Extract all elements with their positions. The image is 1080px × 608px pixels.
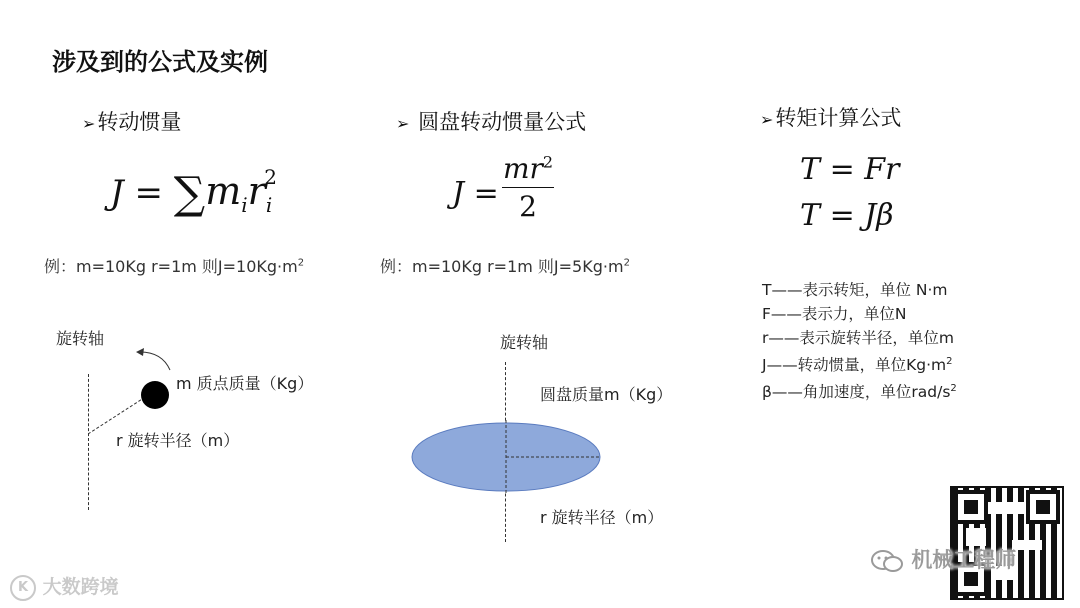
definition-item: r——表示旋转半径，单位m xyxy=(762,329,954,347)
heading-moment-of-inertia xyxy=(82,106,181,136)
heading-text: 转矩计算公式 xyxy=(775,106,902,130)
page-title: 涉及到的公式及实例 xyxy=(52,48,268,76)
definition-item: T——表示转矩，单位 N·m xyxy=(762,281,948,299)
formula-lhs: T xyxy=(800,152,821,187)
formula-torque-2 xyxy=(800,198,894,233)
diagram2-radius-label: r 旋转半径（m） xyxy=(540,508,664,527)
example-sup: 2 xyxy=(623,257,630,269)
example-text: 例：m=10Kg r=1m 则J=10Kg·m xyxy=(44,257,298,276)
formula-torque-1 xyxy=(800,152,899,187)
bullet-arrow-icon: ➢ xyxy=(760,110,774,129)
heading-text: 转动惯量 xyxy=(97,110,182,134)
formula-equals: = xyxy=(829,198,855,233)
heading-disk-inertia xyxy=(396,106,586,136)
formula-rhs: Jβ xyxy=(864,198,894,233)
wechat-watermark xyxy=(870,544,1016,574)
point-mass xyxy=(141,381,169,409)
sum-symbol: ∑ xyxy=(173,168,206,219)
formula-equals: = xyxy=(829,152,855,187)
definition-item: β——角加速度，单位rad/$s^2$ xyxy=(762,383,957,402)
formula-numerator: mr xyxy=(502,152,543,185)
disk-graphic xyxy=(410,420,604,494)
heading-text: 圆盘转动惯量公式 xyxy=(418,110,587,134)
diagram1-radius-label: r 旋转半径（m） xyxy=(116,431,240,450)
formula-m-sub: i xyxy=(241,192,248,217)
formula-disk-fraction xyxy=(502,152,554,223)
diagram2-axis-label: 旋转轴 xyxy=(500,333,549,352)
formula-rhs: Fr xyxy=(864,152,900,187)
rotation-arrowhead xyxy=(136,348,144,356)
formula-m: m xyxy=(205,169,242,213)
example-text: 例：m=10Kg r=1m 则J=5Kg·m xyxy=(380,257,624,276)
formula-equals: = xyxy=(134,173,163,213)
watermark-logo-icon: K xyxy=(10,575,36,601)
watermark-text: 大数跨境 xyxy=(42,576,119,598)
heading-torque xyxy=(760,102,901,132)
diagram1-mass-label: m 质点质量（Kg） xyxy=(176,374,314,393)
formula-lhs: J xyxy=(110,173,124,213)
definition-item: J——转动惯量，单位$Kg\cdot m^2$ xyxy=(762,356,953,375)
diagram2-mass-label: 圆盘质量m（Kg） xyxy=(540,385,673,404)
formula-moment-of-inertia xyxy=(110,164,285,219)
example-1 xyxy=(44,254,304,277)
wechat-icon xyxy=(870,548,904,574)
formula-denominator: 2 xyxy=(502,187,554,223)
watermark-left xyxy=(10,572,119,601)
formula-disk-lhs xyxy=(452,176,499,211)
formula-lhs: T xyxy=(800,198,821,233)
example-2 xyxy=(380,254,630,277)
formula-numerator-sup: 2 xyxy=(542,152,554,172)
diagram1-axis-label: 旋转轴 xyxy=(56,329,105,348)
formula-equals: = xyxy=(473,176,499,211)
rotation-arrow-icon xyxy=(140,352,170,370)
wechat-account-name: 机械工程师 xyxy=(911,548,1017,572)
qr-code xyxy=(952,488,1062,598)
formula-r: r xyxy=(247,169,266,213)
formula-r-sub: i xyxy=(265,192,273,217)
definitions-list xyxy=(762,278,957,404)
formula-lhs: J xyxy=(452,176,465,211)
bullet-arrow-icon: ➢ xyxy=(82,114,96,133)
formula-r-sup: 2 xyxy=(264,164,277,189)
example-sup: 2 xyxy=(297,257,305,269)
bullet-arrow-icon: ➢ xyxy=(396,114,410,133)
definition-item: F——表示力，单位N xyxy=(762,305,907,323)
